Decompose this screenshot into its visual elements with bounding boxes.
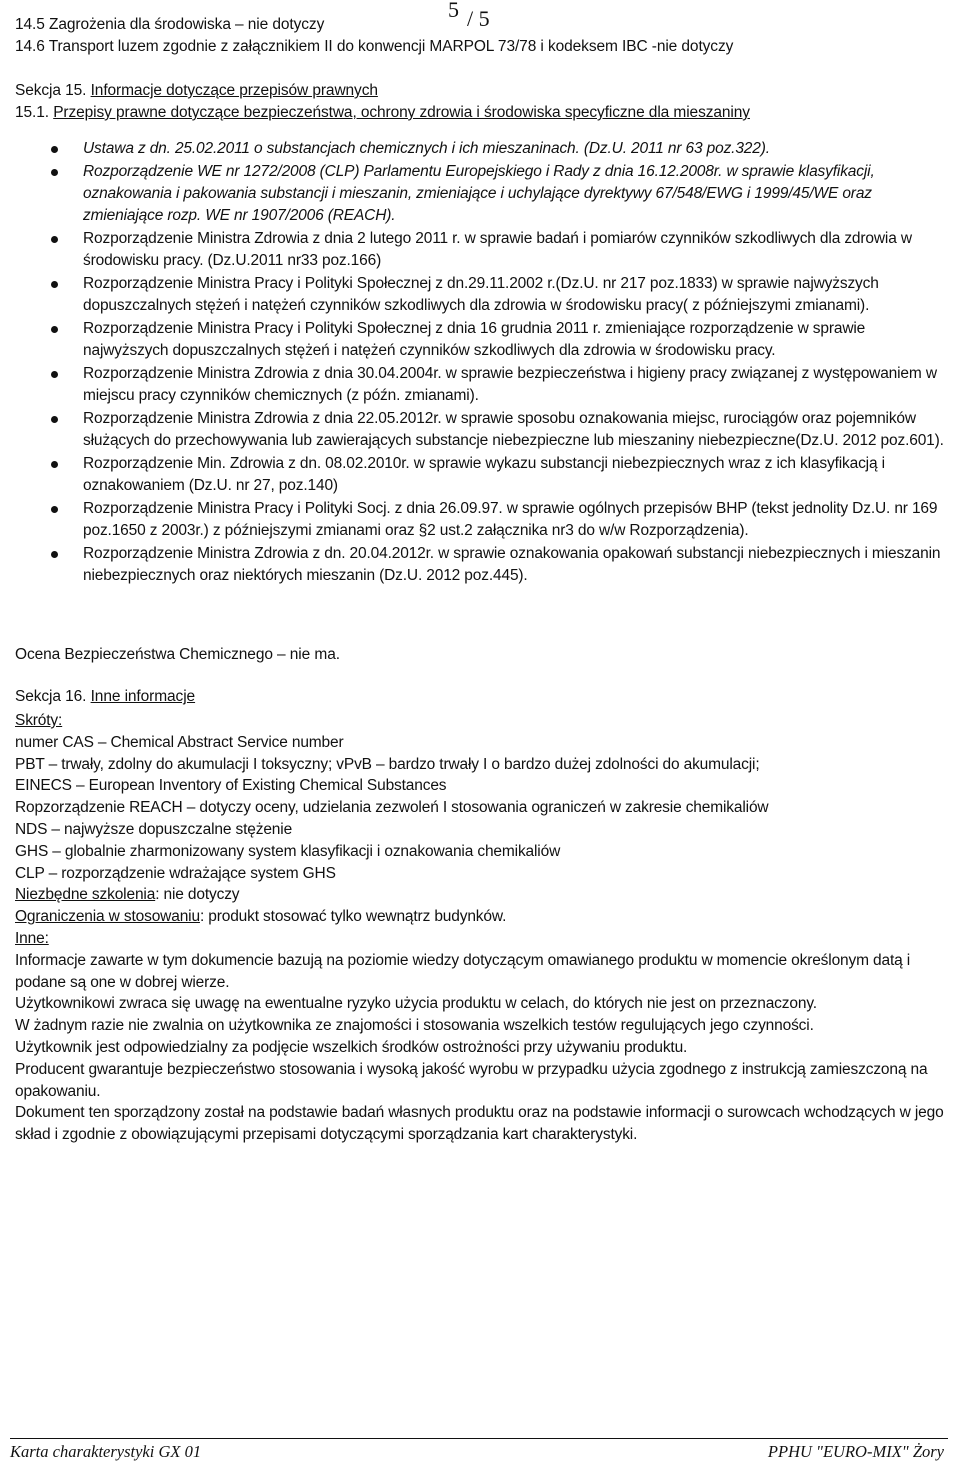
training-line xyxy=(15,884,945,906)
restrictions-line xyxy=(15,906,945,928)
regulation-item: Rozporządzenie Ministra Zdrowia z dnia 22.05.2012r. w sprawie sposobu oznakowania miejsc, rurociągów oraz pojemników służących do przechowywania lub zawierających substancje niebezpieczne lub mieszaniny niebezpieczne(Dz.U. 2012 poz.601). xyxy=(0,408,945,452)
other-paragraph: Informacje zawarte w tym dokumencie bazują na poziomie wiedzy dotyczącym omawianego produktu w momencie określonym datą i podane są one w dobrej wierze. xyxy=(15,951,911,991)
page-footer xyxy=(10,1438,948,1463)
section-14-5: 14.5 Zagrożenia dla środowiska – nie dotyczy xyxy=(15,16,325,33)
other-label: Inne: xyxy=(15,929,49,947)
abbreviation-item: EINECS – European Inventory of Existing Chemical Substances xyxy=(15,777,447,795)
abbreviations-block xyxy=(15,710,945,1146)
section-16-heading xyxy=(15,688,195,706)
page-number-current: 5 xyxy=(448,0,459,22)
footer-company-name: PPHU "EURO-MIX" Żory xyxy=(767,1442,944,1461)
other-paragraph: Użytkownik jest odpowiedzialny za podjęcie wszelkich środków ostrożności przy używaniu produktu. xyxy=(15,1038,688,1056)
regulation-item: Rozporządzenie Ministra Pracy i Polityki Społecznej z dn.29.11.2002 r.(Dz.U. nr 217 poz.1833) w sprawie najwyższych dopuszczalnych stężeń i natężeń czynników szkodliwych dla zdrowia w środowisku pracy( z późniejszymi zmianami). xyxy=(0,273,945,317)
section-15-prefix: Sekcja 15. xyxy=(15,82,91,99)
page-number-total: / 5 xyxy=(467,6,490,31)
chemical-safety-assessment: Ocena Bezpieczeństwa Chemicznego – nie ma. xyxy=(15,646,340,663)
abbreviations-label: Skróty: xyxy=(15,712,63,729)
section-14-6: 14.6 Transport luzem zgodnie z załącznikiem II do konwencji MARPOL 73/78 i kodeksem IBC -nie dotyczy xyxy=(15,38,734,55)
abbreviation-item: numer CAS – Chemical Abstract Service number xyxy=(15,733,344,751)
section-15-1-heading xyxy=(15,104,750,122)
other-paragraph: W żadnym razie nie zwalnia on użytkownika ze znajomości i stosowania wszelkich testów regulujących jego czynności. xyxy=(15,1017,814,1035)
abbreviation-item: Ropzorządzenie REACH – dotyczy oceny, udzielania zezwoleń I stosowania ograniczeń w zakresie chemikaliów xyxy=(15,799,769,817)
section-15-1-number: 15.1. xyxy=(15,104,54,121)
section-15-heading xyxy=(15,82,378,100)
section-16-prefix: Sekcja 16. xyxy=(15,688,91,705)
regulation-item: Rozporządzenie Ministra Zdrowia z dnia 30.04.2004r. w sprawie bezpieczeństwa i higieny pracy związanej z występowaniem w miejscu pracy czynników chemicznych (z późn. zmianami). xyxy=(0,363,945,407)
other-paragraph: Dokument ten sporządzony został na podstawie badań własnych produktu oraz na podstawie informacji o surowcach wchodzących w jego skład i zgodnie z obowiązującymi przepisami dotyczącymi sporządzania kart charakterystyki. xyxy=(15,1104,944,1144)
restrictions-label: Ograniczenia w stosowaniu xyxy=(15,908,200,926)
section-15-title: Informacje dotyczące przepisów prawnych xyxy=(90,82,378,99)
abbreviation-item: GHS – globalnie zharmonizowany system klasyfikacji i oznakowania chemikaliów xyxy=(15,842,561,860)
restrictions-value: : produkt stosować tylko wewnątrz budynków. xyxy=(199,908,507,926)
regulation-item: Rozporządzenie Ministra Pracy i Polityki Socj. z dnia 26.09.97. w sprawie ogólnych przepisów BHP (tekst jednolity Dz.U. nr 169 poz.1650 z 2003r.) z późniejszymi zmianami oraz §2 ust.2 załącznika nr3 do w/w Rozporządzenia). xyxy=(0,498,945,542)
regulation-item: Rozporządzenie Min. Zdrowia z dn. 08.02.2010r. w sprawie wykazu substancji niebezpiecznych wraz z ich klasyfikacją i oznakowaniem (Dz.U. nr 27, poz.140) xyxy=(0,453,945,497)
regulation-item: Rozporządzenie Ministra Zdrowia z dn. 20.04.2012r. w sprawie oznakowania opakowań substancji niebezpiecznych i mieszanin niebezpiecznych oraz niektórych mieszanin (Dz.U. 2012 poz.445). xyxy=(0,543,945,587)
footer-document-title: Karta charakterystyki GX 01 xyxy=(10,1442,202,1461)
section-16-title: Inne informacje xyxy=(90,688,196,705)
other-paragraph: Producent gwarantuje bezpieczeństwo stosowania i wysoką jakość wyrobu w przypadku użycia zgodnego z instrukcją zamieszczoną na opakowaniu. xyxy=(15,1060,928,1100)
regulations-list xyxy=(0,138,945,588)
other-paragraph: Użytkownikowi zwraca się uwagę na ewentualne ryzyko użycia produktu w celach, do których nie jest on przeznaczony. xyxy=(15,995,817,1013)
page-number xyxy=(448,0,490,31)
regulation-item: Ustawa z dn. 25.02.2011 o substancjach chemicznych i ich mieszaninach. (Dz.U. 2011 nr 63 poz.322). xyxy=(0,138,945,160)
training-value: : nie dotyczy xyxy=(155,886,240,904)
regulation-item: Rozporządzenie Ministra Zdrowia z dnia 2 lutego 2011 r. w sprawie badań i pomiarów czynników szkodliwych dla zdrowia w środowisku pracy. (Dz.U.2011 nr33 poz.166) xyxy=(0,228,945,272)
training-label: Niezbędne szkolenia xyxy=(15,886,156,904)
abbreviation-item: NDS – najwyższe dopuszczalne stężenie xyxy=(15,820,293,838)
section-15-1-title: Przepisy prawne dotyczące bezpieczeństwa, ochrony zdrowia i środowiska specyficzne dla mieszaniny xyxy=(53,104,750,121)
regulation-item: Rozporządzenie Ministra Pracy i Polityki Społecznej z dnia 16 grudnia 2011 r. zmieniające rozporządzenie w sprawie najwyższych dopuszczalnych stężeń i natężeń czynników szkodliwych dla zdrowia w środowisku pracy. xyxy=(0,318,945,362)
abbreviation-item: PBT – trwały, zdolny do akumulacji I toksyczny; vPvB – bardzo trwały I o bardzo dużej zdolności do akumulacji; xyxy=(15,755,760,773)
abbreviation-item: CLP – rozporządzenie wdrażające system GHS xyxy=(15,864,336,882)
regulation-item: Rozporządzenie WE nr 1272/2008 (CLP) Parlamentu Europejskiego i Rady z dnia 16.12.2008r. w sprawie klasyfikacji, oznakowania i pakowania substancji i mieszanin, zmieniające i uchylające dyrektywy 67/548/EWG i 1999/45/WE oraz zmieniające rozp. WE nr 1907/2006 (REACH). xyxy=(0,161,945,226)
